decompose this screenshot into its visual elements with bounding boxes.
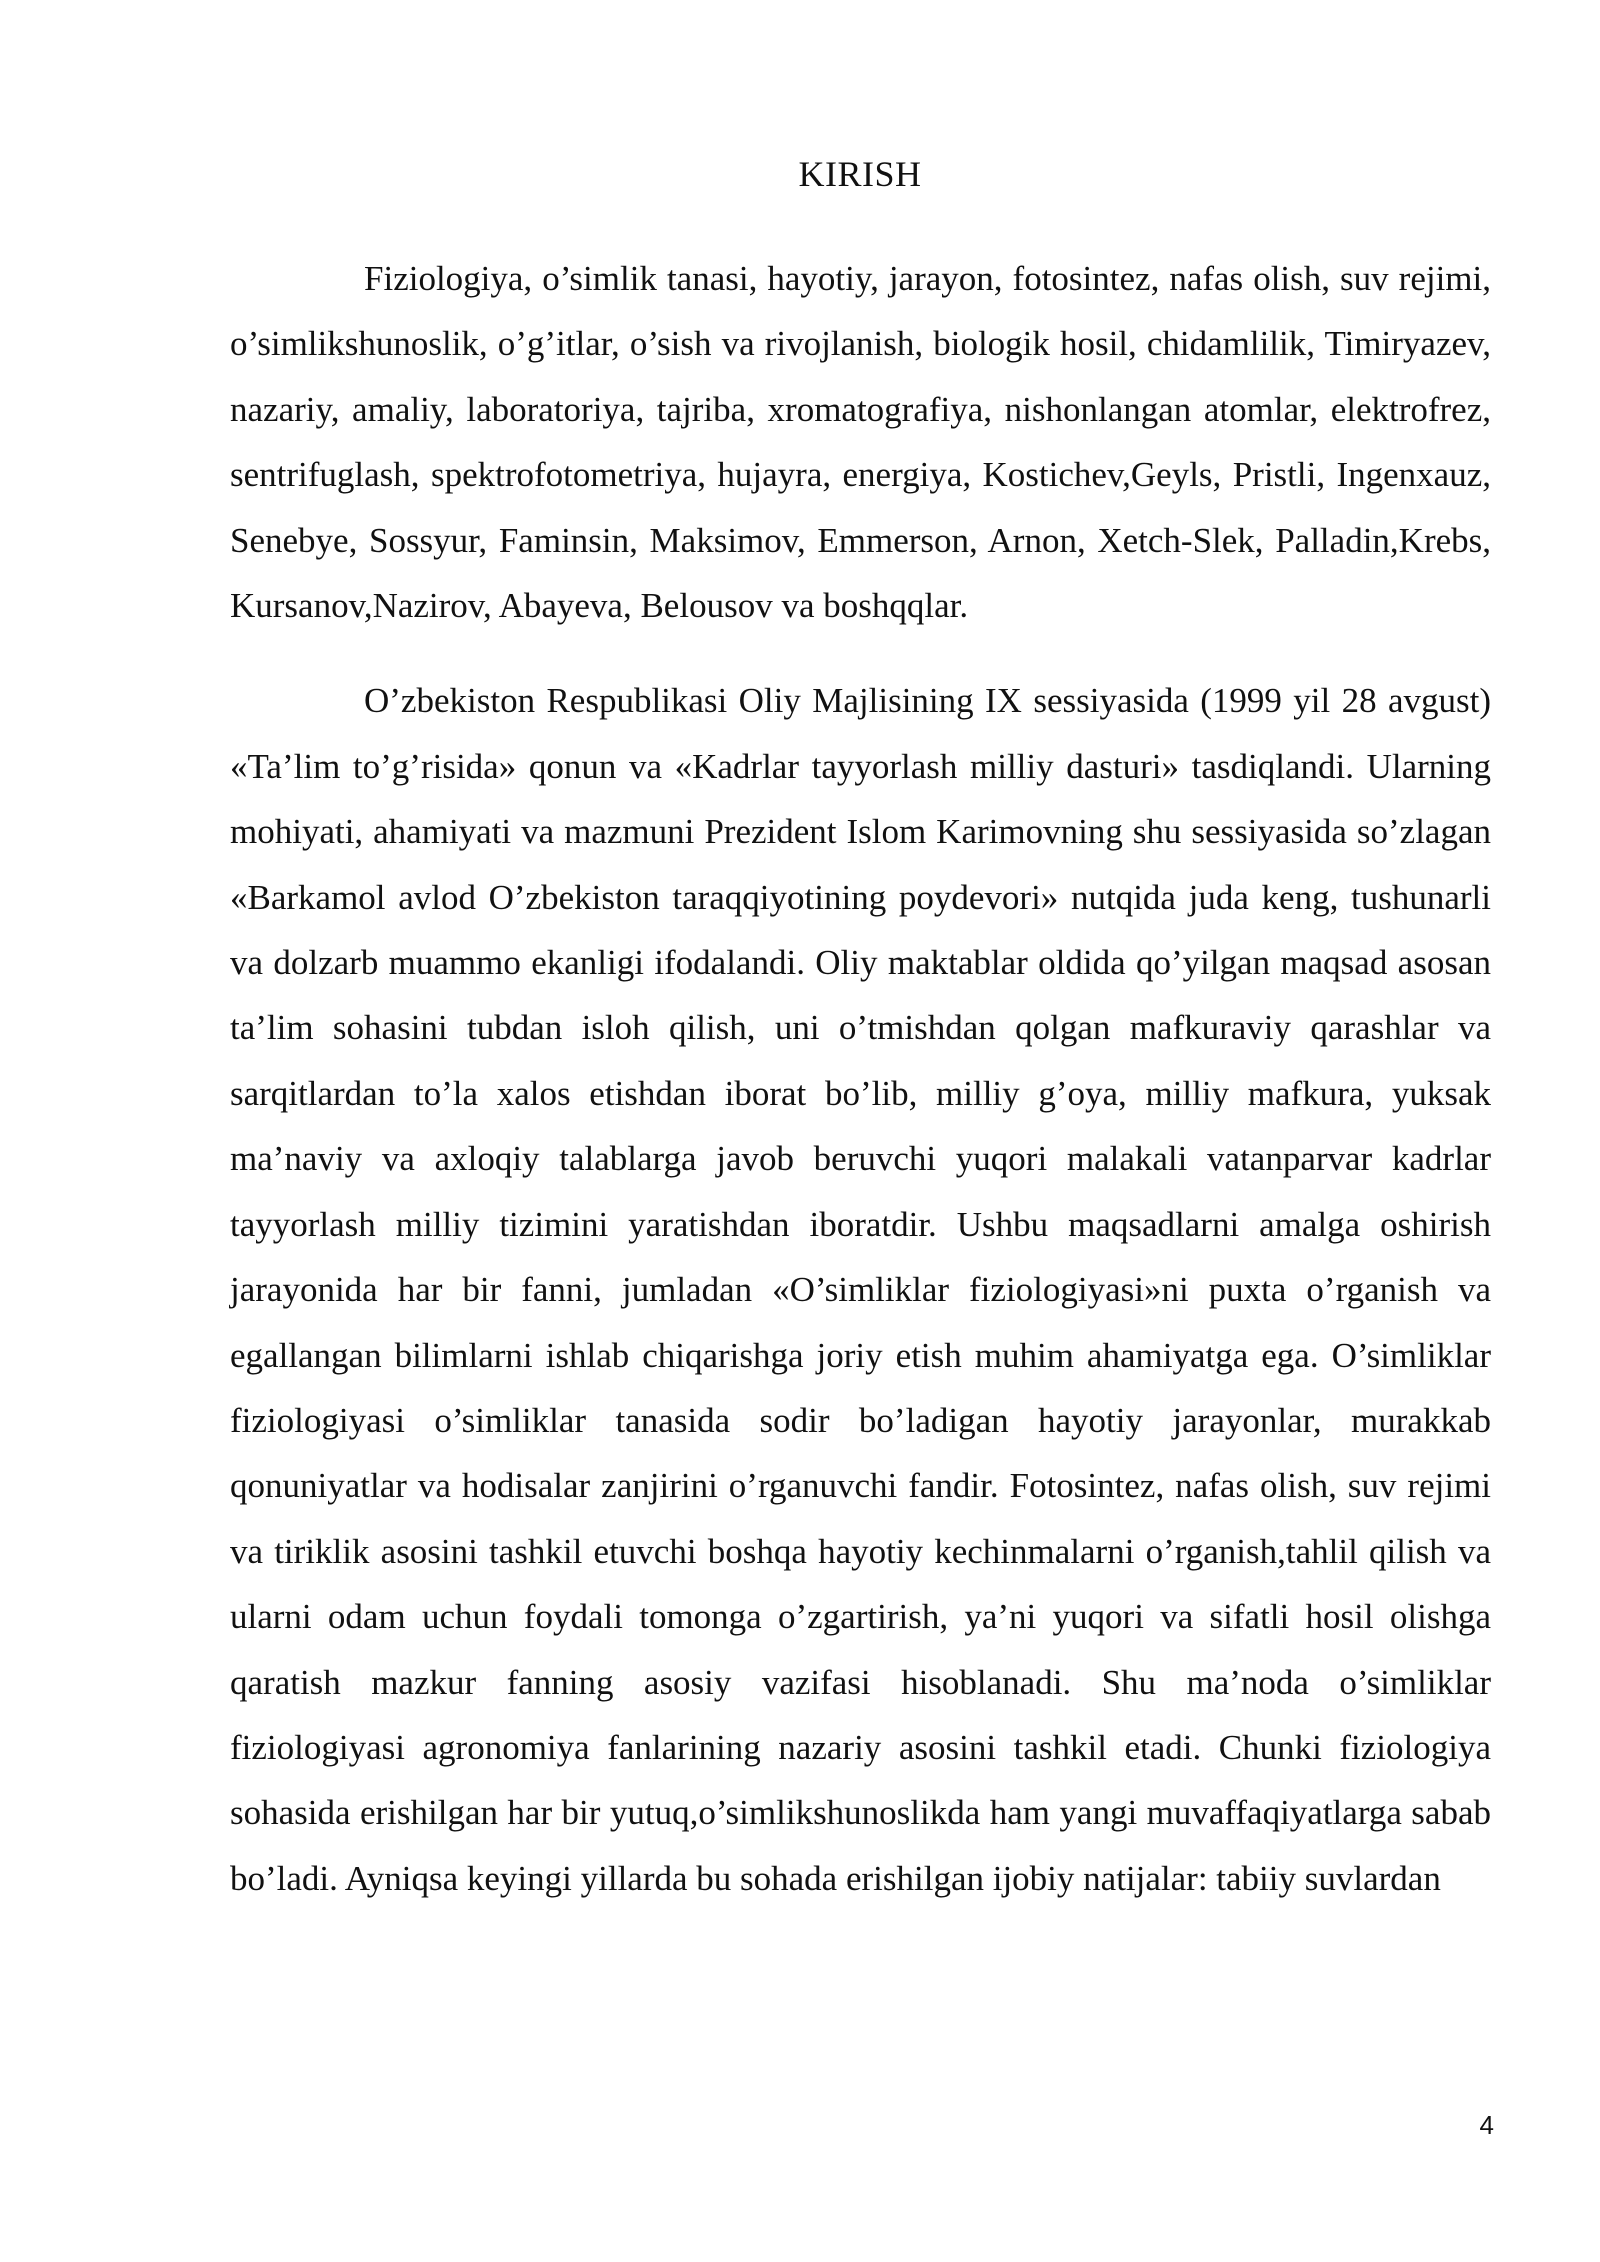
paragraph-introduction: O’zbekiston Respublikasi Oliy Majlisining IX sessiyasida (1999 yil 28 avgust) «Ta’lim to’g’risida» qonun va «Kadrlar tayyorlash milliy dasturi» tasdiqlandi. Ularning mohiyati, ahamiyati va mazmuni Prezident Islom Karimovning shu sessiyasida so’zlagan «Barkamol avlod O’zbekiston taraqqiyotining poydevori» nutqida juda keng, tushunarli va dolzarb muammo ekanligi ifodalandi. Oliy maktablar oldida qo’yilgan maqsad asosan ta’lim sohasini tubdan isloh qilish, uni o’tmishdan qolgan mafkuraviy qarashlar va sarqitlardan to’la xalos etishdan iborat bo’lib, milliy g’oya, milliy mafkura, yuksak ma’naviy va axloqiy talablarga javob beruvchi yuqori malakali vatanparvar kadrlar tayyorlash milliy tizimini yaratishdan iboratdir. Ushbu maqsadlarni amalga oshirish jarayonida har bir fanni, jumladan «O’simliklar fiziologiyasi»ni puxta o’rganish va egallangan bilimlarni ishlab chiqarishga joriy etish muhim ahamiyatga ega. O’simliklar fiziologiyasi o’simliklar tanasida sodir bo’ladigan hayotiy jarayonlar, murakkab qonuniyatlar va hodisalar zanjirini o’rganuvchi fandir. Fotosintez, nafas olish, suv rejimi va tiriklik asosini tashkil etuvchi boshqa hayotiy kechinmalarni o’rganish,tahlil qilish va ularni odam uchun foydali tomonga o’zgartirish, ya’ni yuqori va sifatli hosil olishga qaratish mazkur fanning asosiy vazifasi hisoblanadi. Shu ma’noda o’simliklar fiziologiyasi agronomiya fanlarining nazariy asosini tashkil etadi. Chunki fiziologiya sohasida erishilgan har bir yutuq,o’simlikshunoslikda ham yangi muvaffaqiyatlarga sabab bo’ladi. Ayniqsa keyingi yillarda bu sohada erishilgan ijobiy natijalar: tabiiy suvlardan	[230, 681, 1491, 1898]
page-number: 4	[1479, 2110, 1494, 2140]
paragraph-keywords: Fiziologiya, o’simlik tanasi, hayotiy, jarayon, fotosintez, nafas olish, suv rejimi, o’simlikshunoslik, o’g’itlar, o’sish va rivojlanish, biologik hosil, chidamlilik, Timiryazev, nazariy, amaliy, laboratoriya, tajriba, xromatografiya, nishonlangan atomlar, elektrofrez, sentrifuglash, spektrofotometriya, hujayra, energiya, Kostichev,Geyls, Pristli, Ingenxauz, Senebye, Sossyur, Faminsin, Maksimov, Emmerson, Arnon, Xetch-Slek, Palladin,Krebs, Kursanov,Nazirov, Abayeva, Belousov va boshqqlar.	[230, 259, 1491, 626]
body-text	[230, 246, 1491, 1911]
page-title: KIRISH	[798, 154, 922, 194]
